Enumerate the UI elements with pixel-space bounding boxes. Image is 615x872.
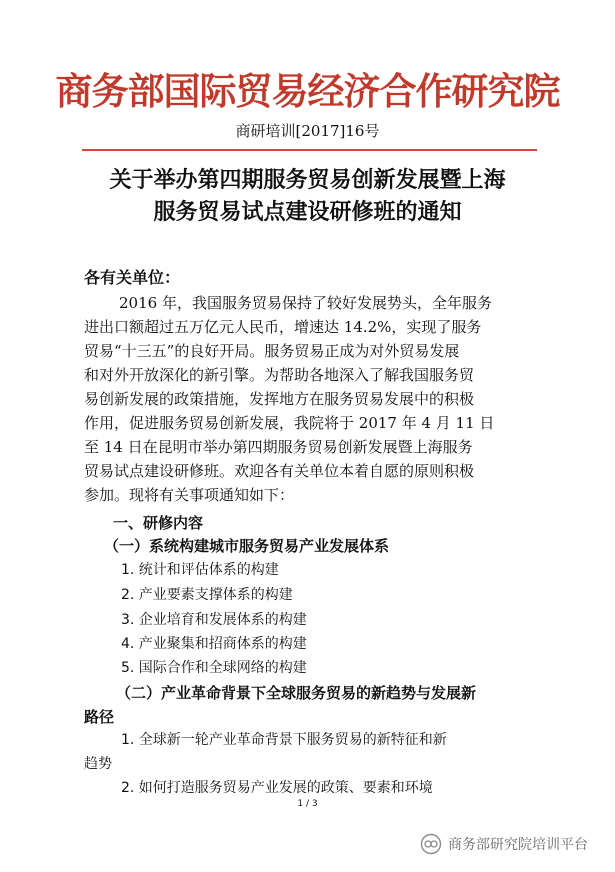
list-item: 5. 国际合作和全球网络的构建: [121, 660, 307, 676]
list-item: 2. 产业要素支撑体系的构建: [121, 587, 293, 603]
list-item: 3. 企业培育和发展体系的构建: [121, 612, 307, 628]
list-item: 2. 如何打造服务贸易产业发展的政策、要素和环境: [121, 780, 433, 796]
notice-title: [0, 164, 615, 228]
subsection-1-heading: （一）系统构建城市服务贸易产业发展体系: [104, 537, 390, 555]
subsection-2-heading-continued: 路径: [84, 708, 115, 726]
notice-title-line-2: 服务贸易试点建设研修班的通知: [153, 199, 462, 225]
body-line: 贸易试点建设研修班。欢迎各有关单位本着自愿的原则积极: [84, 462, 475, 480]
list-item-continued: 趋势: [84, 756, 112, 772]
body-line: 和对外开放深化的新引擎。为帮助各地深入了解我国服务贸: [84, 366, 475, 384]
body-line: 贸易“十三五”的良好开局。服务贸易正成为对外贸易发展: [84, 342, 460, 360]
section-1-heading: 一、研修内容: [113, 514, 204, 532]
wechat-channel-icon: [420, 833, 442, 855]
body-line: 易创新发展的政策措施，发挥地方在服务贸易发展中的积极: [84, 390, 475, 408]
body-line: 至 14 日在昆明市举办第四期服务贸易创新发展暨上海服务: [84, 438, 473, 456]
list-item: 4. 产业聚集和招商体系的构建: [121, 636, 307, 652]
subsection-2-heading: （二）产业革命背景下全球服务贸易的新趋势与发展新: [116, 684, 477, 702]
body-paragraph: [84, 291, 546, 507]
page-number: 1 / 3: [297, 799, 318, 809]
body-line: 进出口额超过五万亿元人民币，增速达 14.2%，实现了服务: [84, 318, 482, 336]
watermark-text: 商务部研究院培训平台: [448, 837, 588, 853]
document-number: 商研培训[2017]16号: [235, 122, 380, 140]
source-watermark: [420, 831, 588, 857]
body-line: 作用，促进服务贸易创新发展，我院将于 2017 年 4 月 11 日: [84, 414, 495, 432]
list-item: 1. 统计和评估体系的构建: [121, 562, 279, 578]
body-line: 2016 年，我国服务贸易保持了较好发展势头，全年服务: [119, 294, 492, 312]
header-divider: [82, 149, 537, 151]
list-item: 1. 全球新一轮产业革命背景下服务贸易的新特征和新: [121, 732, 447, 748]
body-line: 参加。现将有关事项通知如下：: [84, 486, 295, 504]
notice-title-line-1: 关于举办第四期服务贸易创新发展暨上海: [109, 167, 506, 193]
salutation: 各有关单位：: [84, 268, 181, 287]
organization-header: 商务部国际贸易经济合作研究院: [55, 69, 560, 113]
